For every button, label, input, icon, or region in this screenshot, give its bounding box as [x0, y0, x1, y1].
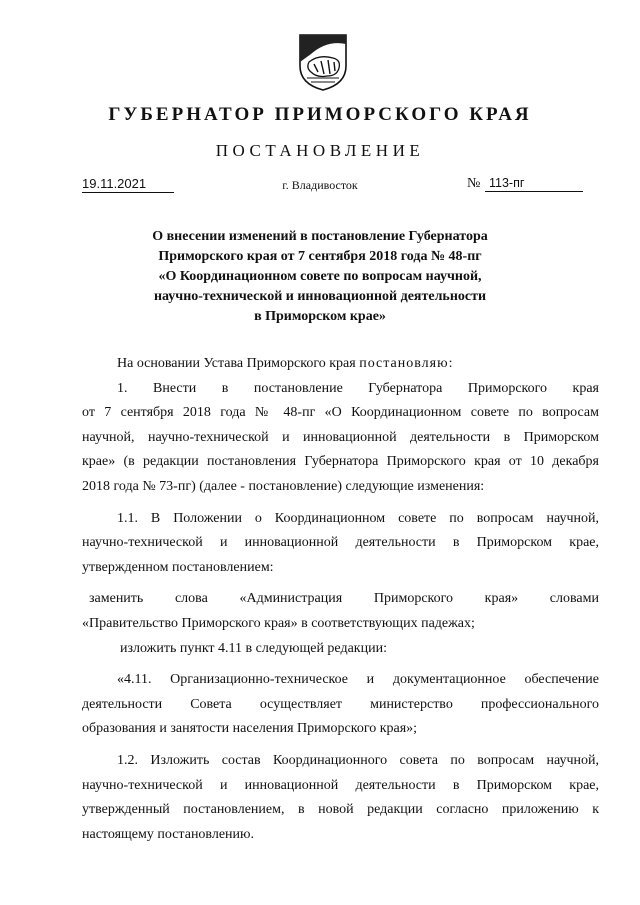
title-line: «О Координационном совете по вопросам научной,: [158, 269, 482, 284]
intro-paragraph: [82, 352, 599, 377]
replace-paragraph-line: «Правительство Приморского края» в соответствующих падежах;: [82, 615, 475, 631]
paragraph-4-11-line: деятельности Совета осуществляет министерство профессионального: [82, 696, 599, 712]
title-line: научно-технической и инновационной деятельности: [153, 289, 487, 304]
replace-paragraph-line: заменить слова «Администрация Приморского края» словами: [89, 591, 599, 607]
intro-text: На основании Устава Приморского края: [117, 356, 360, 371]
title-line: в Приморском крае»: [254, 309, 386, 324]
paragraph-1-1-line: 1.1. В Положении о Координационном совете по вопросам научной,: [117, 510, 599, 526]
paragraph-1-line: от 7 сентября 2018 года № 48-пг «О Координационном совете по вопросам: [82, 405, 599, 421]
document-type-heading: ПОСТАНОВЛЕНИЕ: [215, 141, 425, 160]
document-date: 19.11.2021: [82, 176, 174, 193]
paragraph-1-2-line: настоящему постановлению.: [82, 826, 254, 842]
state-paragraph: изложить пункт 4.11 в следующей редакции:: [120, 640, 387, 656]
paragraph-1-1-line: научно-технической и инновационной деятельности в Приморском крае,: [82, 535, 599, 551]
paragraph-1-1-line: утвержденном постановлением:: [82, 559, 274, 575]
paragraph-1-2-line: утвержденный постановлением, в новой редакции согласно приложению к: [82, 802, 599, 818]
paragraph-4-11-line: образования и занятости населения Приморского края»;: [82, 721, 418, 737]
document-number: 113-пг: [485, 176, 583, 192]
document-title: [120, 227, 520, 327]
paragraph-1-2-line: научно-технической и инновационной деятельности в Приморском крае,: [82, 777, 599, 793]
number-sign: №: [467, 176, 481, 191]
paragraph-1-line: научной, научно-технической и инновационной деятельности в Приморском: [82, 429, 599, 445]
title-line: О внесении изменений в постановление Губернатора: [152, 229, 488, 244]
document-body: [82, 352, 599, 847]
paragraph-1-2-line: 1.2. Изложить состав Координационного совета по вопросам научной,: [117, 752, 599, 768]
paragraph-1-line: 2018 года № 73-пг) (далее - постановление) следующие изменения:: [82, 478, 485, 494]
coat-of-arms-icon: [297, 32, 349, 92]
paragraph-1-line: 1. Внести в постановление Губернатора Приморского края: [117, 380, 599, 396]
intro-decree-word: постановляю:: [359, 356, 454, 371]
paragraph-1-line: крае» (в редакции постановления Губернатора Приморского края от 10 декабря: [82, 454, 599, 470]
paragraph-4-11-line: «4.11. Организационно-техническое и документационное обеспечение: [117, 672, 599, 688]
title-line: Приморского края от 7 сентября 2018 года № 48-пг: [158, 249, 482, 264]
document-city: г. Владивосток: [282, 178, 358, 192]
organization-heading: ГУБЕРНАТОР ПРИМОРСКОГО КРАЯ: [108, 104, 532, 125]
